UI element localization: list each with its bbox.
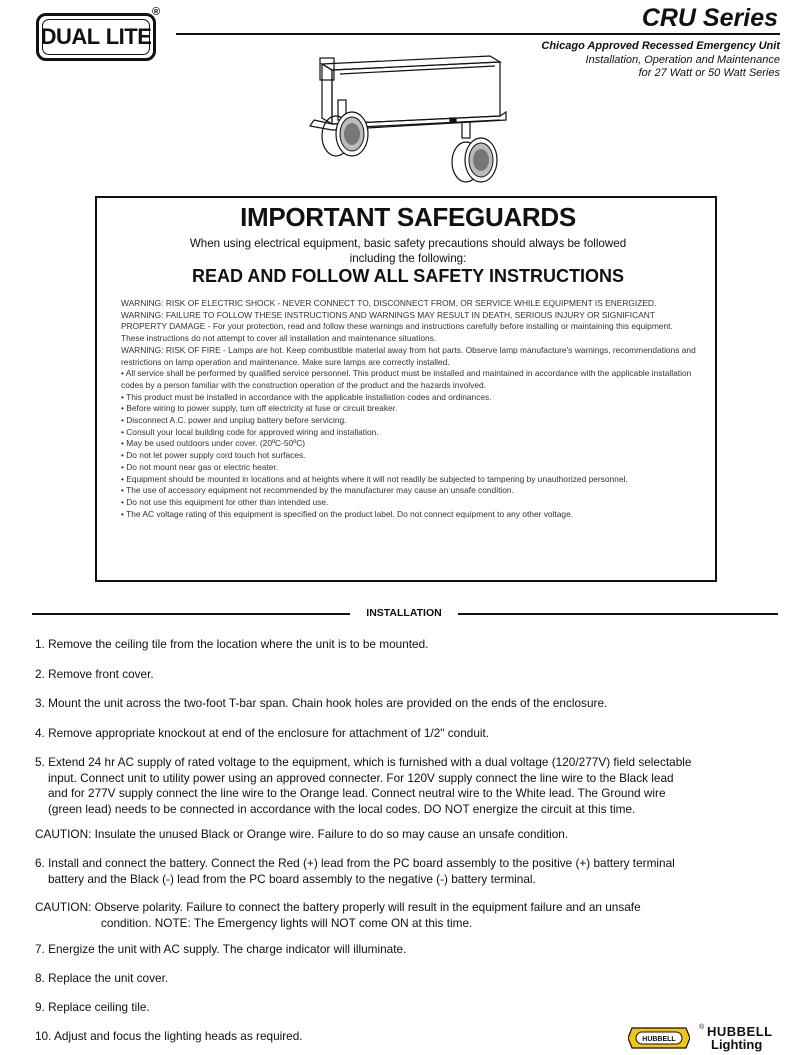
safeguards-subtitle-line2: including the following:: [349, 252, 467, 265]
caution-2: [35, 900, 780, 931]
logo-text-right: LITE: [105, 24, 152, 49]
warning-item: • Before wiring to power supply, turn off electricity at fuse or circuit breaker.: [121, 403, 398, 414]
safeguards-subtitle: [97, 236, 719, 266]
hubbell-badge-text: HUBBELL: [642, 1036, 676, 1043]
step-9: 9. Replace ceiling tile.: [35, 1000, 150, 1014]
hubbell-registered-mark: ®: [699, 1024, 705, 1031]
wattage-note: for 27 Watt or 50 Watt Series: [638, 67, 780, 79]
step-5: [35, 755, 780, 817]
product-illustration: [300, 44, 520, 194]
step-4: 4. Remove appropriate knockout at end of the enclosure for attachment of 1/2" conduit.: [35, 726, 490, 740]
installation-rule-left: [32, 613, 350, 615]
step-5-line2: input. Connect unit to utility power using an approved connecter. For 120V supply connect the line wire to the Black lead: [48, 770, 674, 785]
warning-item: • The AC voltage rating of this equipment is specified on the product label. Do not connect equipment to any other voltage.: [121, 508, 574, 519]
safety-instructions-heading: READ AND FOLLOW ALL SAFETY INSTRUCTIONS: [192, 266, 624, 286]
step-5-line4: (green lead) needs to be connected in accordance with the local codes. DO NOT energize the circuit at this time.: [48, 801, 636, 816]
warning-item: • Disconnect A.C. power and unplug battery before servicing.: [121, 415, 347, 426]
warning-item: WARNING: RISK OF ELECTRIC SHOCK - NEVER CONNECT TO, DISCONNECT FROM, OR SERVICE WHILE EQUIPMENT IS ENERGIZED.: [121, 298, 657, 308]
step-6: [35, 856, 780, 887]
warning-item: • All service shall be performed by qualified service personnel. This product must be installed and maintained in accordance with the applicable installation codes by a person familiar with the construction operation of the product and the hazards involved.: [121, 368, 692, 390]
important-safeguards-box: [95, 196, 717, 582]
warning-item: • This product must be installed in accordance with the applicable installation codes and ordinances.: [121, 391, 492, 402]
warning-item: • Do not use this equipment for other than intended use.: [121, 496, 329, 507]
warning-item: WARNING: FAILURE TO FOLLOW THESE INSTRUCTIONS AND WARNINGS MAY RESULT IN DEATH, SERIOUS INJURY OR SIGNIFICANT PROPERTY DAMAGE - For your protection, read and follow these warnings and instructions carefully before installing or maintaining this equipment. These instructions do not attempt to cover all installation and maintenance situations.: [121, 309, 673, 344]
hubbell-badge-logo: [628, 1026, 690, 1050]
hubbell-brand-name: HUBBELL: [707, 1024, 773, 1039]
step-5-line3: and for 277V supply connect the line wire to the Orange lead. Connect neutral wire to the White lead. The Ground wire: [48, 786, 666, 800]
dual-lite-logo: [36, 13, 156, 61]
warning-item: WARNING: RISK OF FIRE - Lamps are hot. Keep combustible material away from hot parts. Observe lamp manufacture's warnings, recommendations and restrictions on lamp operation and maintenance. Make sure lamps are correctly installed.: [121, 344, 696, 367]
step-7: 7. Energize the unit with AC supply. The charge indicator will illuminate.: [35, 942, 407, 956]
product-subtitle: Chicago Approved Recessed Emergency Unit: [541, 40, 780, 52]
step-6-line2: battery and the Black (-) lead from the PC board assembly to the negative (-) battery terminal.: [48, 871, 536, 886]
safeguards-subtitle-line1: When using electrical equipment, basic safety precautions should always be followed: [189, 237, 627, 250]
warning-item: • Do not let power supply cord touch hot surfaces.: [121, 450, 306, 461]
step-1: 1. Remove the ceiling tile from the location where the unit is to be mounted.: [35, 637, 429, 651]
warning-list: [121, 298, 696, 520]
warning-item: • Consult your local building code for approved wiring and installation.: [121, 426, 379, 437]
hubbell-brand-sub: Lighting: [711, 1037, 763, 1052]
series-title: CRU Series: [641, 4, 778, 32]
warning-item: • Equipment should be mounted in locations and at heights where it will not readily be subjected to tampering by unauthorized personnel.: [121, 473, 628, 484]
caution-1: CAUTION: Insulate the unused Black or Orange wire. Failure to do so may cause an unsafe condition.: [35, 827, 569, 841]
manual-type: Installation, Operation and Maintenance: [585, 54, 780, 66]
installation-heading: INSTALLATION: [366, 607, 442, 619]
safeguards-title: IMPORTANT SAFEGUARDS: [240, 202, 576, 232]
header-rule: [176, 33, 780, 35]
caution-2-line1: CAUTION: Observe polarity. Failure to connect the battery properly will result in the equipment failure and an unsafe: [35, 900, 641, 914]
step-2: 2. Remove front cover.: [35, 667, 154, 681]
logo-registered-mark: ®: [152, 6, 161, 18]
step-5-line1: 5. Extend 24 hr AC supply of rated voltage to the equipment, which is furnished with a dual voltage (120/277V) field selectable: [35, 755, 692, 769]
warning-item: • The use of accessory equipment not recommended by the manufacturer may cause an unsafe condition.: [121, 485, 514, 496]
warning-item: • Do not mount near gas or electric heater.: [121, 461, 279, 472]
step-8: 8. Replace the unit cover.: [35, 971, 169, 985]
step-6-line1: 6. Install and connect the battery. Connect the Red (+) lead from the PC board assembly to the positive (+) battery terminal: [35, 856, 675, 870]
step-10: 10. Adjust and focus the lighting heads as required.: [35, 1029, 303, 1043]
installation-rule-right: [458, 613, 778, 615]
step-3: 3. Mount the unit across the two-foot T-bar span. Chain hook holes are provided on the ends of the enclosure.: [35, 696, 608, 710]
logo-text-left: DUAL: [40, 24, 100, 49]
caution-2-line2: condition. NOTE: The Emergency lights will NOT come ON at this time.: [101, 915, 473, 930]
warning-item: • May be used outdoors under cover. (20ºC-50ºC): [121, 438, 306, 449]
